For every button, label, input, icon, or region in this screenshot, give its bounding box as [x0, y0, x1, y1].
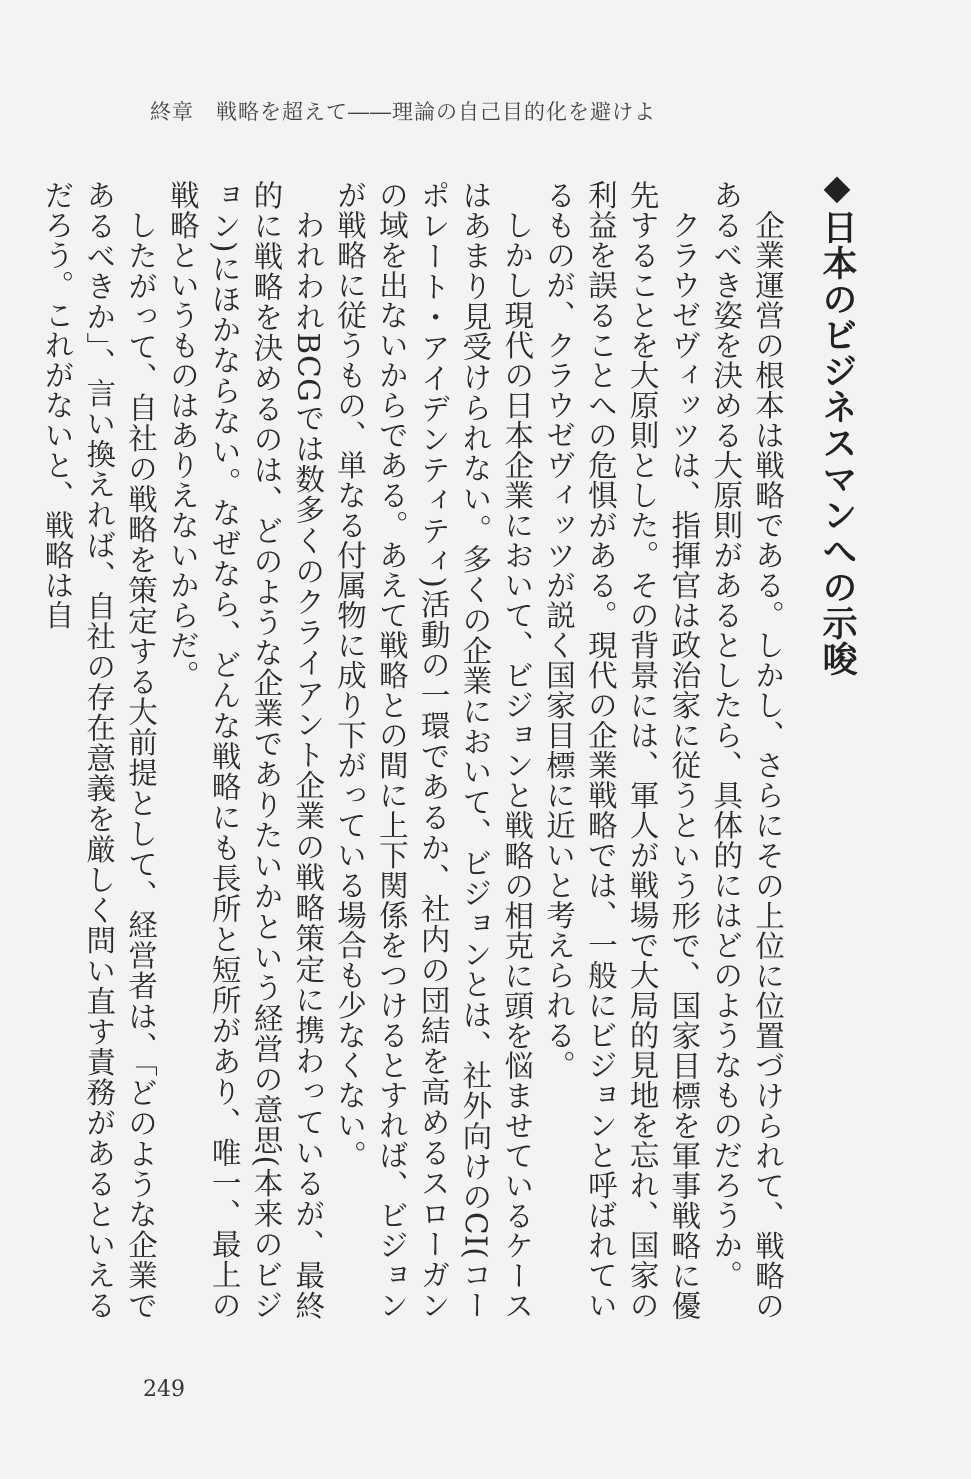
paragraph-1: 企業運営の根本は戦略である。しかし、さらにその上位に位置づけられて、戦略のあるべき姿を決める大原則があるとしたら、具体的にはどのようなものだろうか。: [709, 180, 785, 1320]
page-number: 249: [143, 1377, 185, 1402]
paragraph-3: しかし現代の日本企業において、ビジョンと戦略の相克に頭を悩ませているケースはあまり見受けられない。多くの企業において、ビジョンとは、社外向けのCI(コーポレート・アイデンティティ)活動の一環であるか、社内の団結を高めるスローガンの域を出ないからである。あえて戦略との間に上下関係をつけるとすれば、ビジョンが戦略に従うもの、単なる付属物に成り下がっている場合も少なくない。: [333, 180, 535, 1320]
section-heading: ◆日本のビジネスマンへの示唆: [817, 168, 857, 677]
body-text: [40, 180, 788, 1320]
paragraph-2: クラウゼヴィッツは、指揮官は政治家に従うという形で、国家目標を軍事戦略に優先することを大原則とした。その背景には、軍人が戦場で大局的見地を忘れ、国家の利益を誤ることへの危惧がある。現代の企業戦略では、一般にビジョンと呼ばれているものが、クラウゼヴィッツが説く国家目標に近いと考えられる。: [542, 180, 702, 1320]
running-head: [150, 96, 656, 126]
running-head-chapter: 終章: [150, 100, 194, 124]
paragraph-5: したがって、自社の戦略を策定する大前提として、経営者は、「どのような企業であるべきか」、言い換えれば、自社の存在意義を厳しく問い直す責務があるといえるだろう。これがないと、戦略は自: [40, 180, 159, 1320]
running-head-title: 戦略を超えて――理論の自己目的化を避けよ: [216, 100, 656, 124]
paragraph-4: われわれBCGでは数多くのクライアント企業の戦略策定に携わっているが、最終的に戦略を決めるのは、どのような企業でありたいかという経営の意思(本来のビジョン)にほかならない。なぜなら、どんな戦略にも長所と短所があり、唯一、最上の戦略というものはありえないからだ。: [165, 180, 326, 1320]
